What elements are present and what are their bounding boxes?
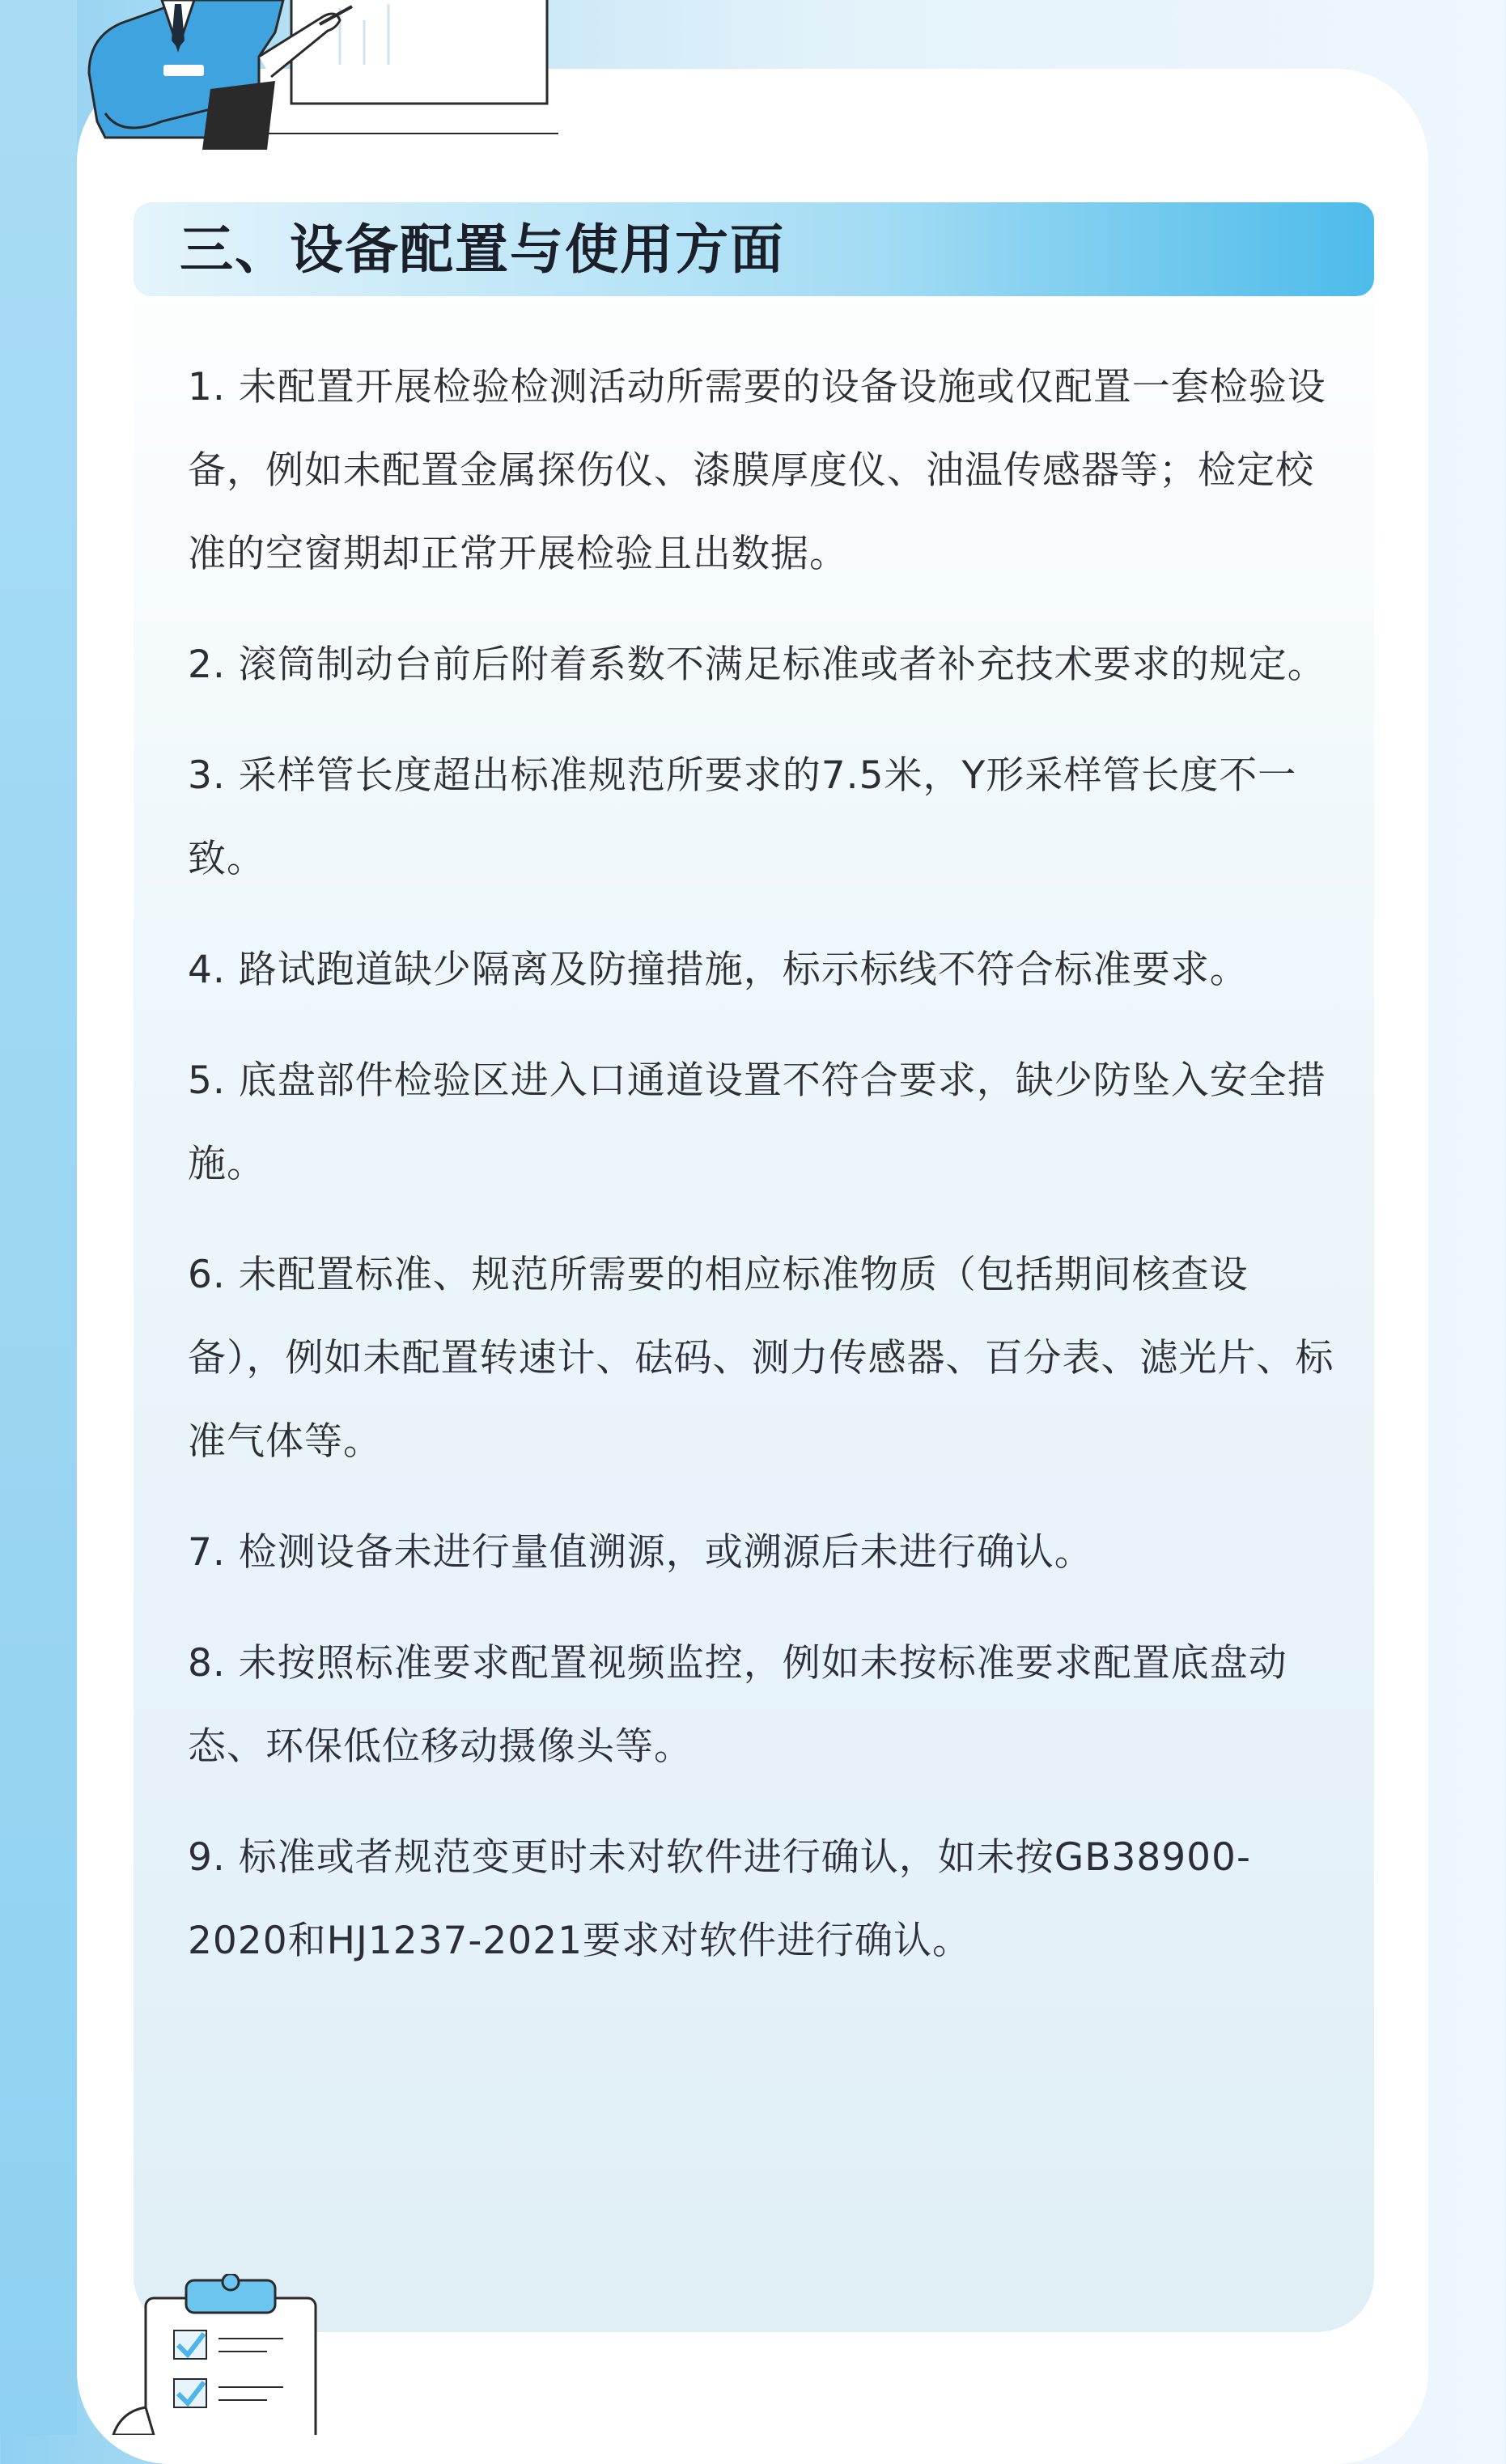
requirement-list: [188, 346, 1337, 2010]
list-item: 4. 路试跑道缺少隔离及防撞措施，标示标线不符合标准要求。: [188, 948, 1249, 992]
section-title: 三、设备配置与使用方面: [180, 218, 785, 281]
list-item: 2. 滚筒制动台前后附着系数不满足标准或者补充技术要求的规定。: [188, 643, 1326, 687]
list-item: 1. 未配置开展检验检测活动所需要的设备设施或仅配置一套检验设备，例如未配置金属探伤仪、漆膜厚度仪、油温传感器等；检定校准的空窗期却正常开展检验且出数据。: [188, 365, 1326, 576]
presenter-illustration: [73, 0, 575, 162]
list-item: 9. 标准或者规范变更时未对软件进行确认，如未按GB38900-2020和HJ1237-2021要求对软件进行确认。: [188, 1835, 1251, 1963]
list-item: 8. 未按照标准要求配置视频监控，例如未按标准要求配置底盘动态、环保低位移动摄像头等。: [188, 1641, 1288, 1769]
list-item: 6. 未配置标准、规范所需要的相应标准物质（包括期间核查设备），例如未配置转速计、砝码、测力传感器、百分表、滤光片、标准气体等。: [188, 1253, 1334, 1464]
list-item: 7. 检测设备未进行量值溯源，或溯源后未进行确认。: [188, 1530, 1093, 1575]
clipboard-checklist-illustration: [105, 2274, 348, 2435]
left-decor-strip: [0, 0, 77, 2435]
list-item: 3. 采样管长度超出标准规范所要求的7.5米，Y形采样管长度不一致。: [188, 753, 1297, 881]
list-item: 5. 底盘部件检验区进入口通道设置不符合要求，缺少防坠入安全措施。: [188, 1058, 1326, 1186]
